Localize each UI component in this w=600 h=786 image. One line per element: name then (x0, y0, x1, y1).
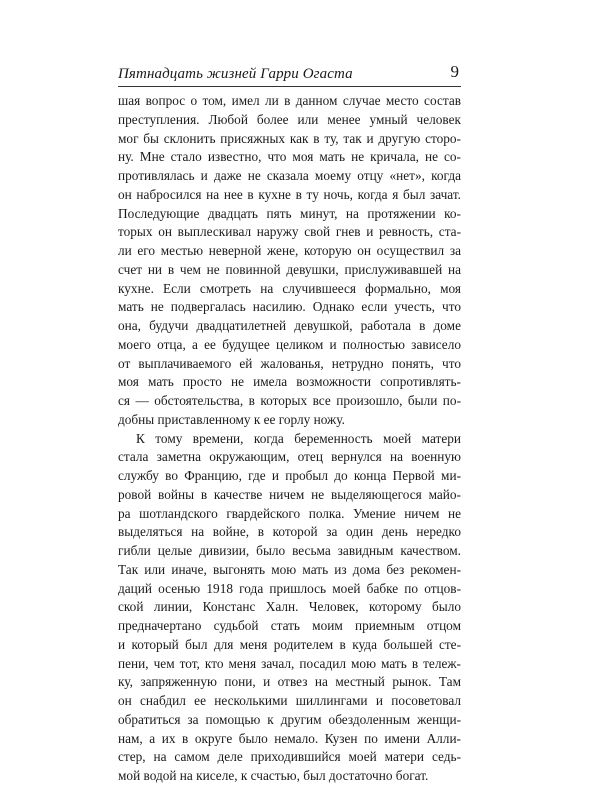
text-line: преступления. Любой более или менее умный человек (118, 111, 461, 127)
running-title: Пятнадцать жизней Гарри Огаста (118, 66, 353, 82)
text-line: он набросился на нее в кухне в ту ночь, когда я был зачат. (118, 186, 461, 202)
text-line: пени, чем тот, кто меня зачал, посадил мою мать в тележ- (118, 655, 461, 671)
text-line: от выплачиваемого ей жалованья, нетрудно понять, что (118, 355, 461, 371)
text-line: ра шотландского гвардейского полка. Умение ничем не (118, 505, 461, 521)
body-text (118, 92, 461, 786)
page-number: 9 (450, 62, 459, 81)
text-line: ли его местью неверной жене, которую он осуществил за (118, 243, 461, 258)
text-line: ну. Мне стало известно, что моя мать не кричала, не со- (118, 149, 461, 165)
text-line: моего отца, а ее будущее целиком и полностью зависело (118, 336, 461, 352)
text-line: выделяться на войне, в которой за один день нередко (118, 524, 461, 540)
text-line: и который был для меня родителем в куда большей сте- (118, 636, 461, 652)
text-line: предначертано судьбой стать моим приемным отцом (118, 618, 461, 633)
text-line: шая вопрос о том, имел ли в данном случае место состав (118, 93, 461, 108)
paragraph (118, 430, 461, 786)
text-line: службу во Францию, где и пробыл до конца Первой ми- (118, 468, 461, 483)
text-line: ку, запряженную пони, и отвез на местный рынок. Там (118, 674, 461, 690)
text-line: даций осенью 1918 года пришлось моей бабке по отцов- (118, 580, 461, 596)
text-line: мать не подвергалась насилию. Однако если учесть, что (118, 299, 461, 315)
text-line: она, будучи двадцатилетней девушкой, работала в доме (118, 318, 461, 333)
text-line: мог бы склонить присяжных как в ту, так и другую сторо- (118, 130, 461, 146)
text-line: счет ни в чем не повинной девушки, прислуживавшей на (118, 261, 461, 277)
text-line: он снабдил ее несколькими шиллингами и посоветовал (118, 693, 461, 708)
text-line: стала заметна окружающим, отец вернулся на военную (118, 449, 461, 465)
text-line: Так или иначе, выгонять мою мать из дома без рекомен- (118, 561, 461, 577)
paragraph (118, 92, 461, 430)
text-line: добны приставленному к ее горлу ножу. (118, 411, 345, 427)
text-line: ровой войны в качестве ничем не выделяющегося майо- (118, 486, 461, 502)
text-line: нам, а их в округе было немало. Кузен по имени Алли- (118, 730, 461, 746)
running-head (118, 62, 461, 86)
text-line: мой водой на киселе, к счастью, был достаточно богат. (118, 768, 429, 783)
text-line: К тому времени, когда беременность моей матери (136, 430, 461, 446)
text-line: ской линии, Констанс Халн. Человек, которому было (118, 599, 461, 615)
text-line: стер, на самом деле приходившийся моей матери седь- (118, 749, 461, 765)
text-line: ся — обстоятельства, в которых все произошло, были по- (118, 393, 461, 408)
text-line: гибли целые дивизии, было весьма завидным качеством. (118, 543, 461, 558)
text-line: обратиться за помощью к другим обездоленным женщи- (118, 711, 461, 727)
header-rule (118, 86, 461, 87)
text-line: Последующие двадцать пять минут, на протяжении ко- (118, 205, 461, 221)
text-line: моя мать просто не имела возможности сопротивлять- (118, 374, 461, 390)
text-line: противлялась и даже не сказала моему отцу «нет», когда (118, 168, 461, 183)
text-line: торых он выплескивал наружу свой гнев и ревность, ста- (118, 224, 461, 240)
text-line: кухне. Если смотреть на случившееся формально, моя (118, 280, 461, 296)
